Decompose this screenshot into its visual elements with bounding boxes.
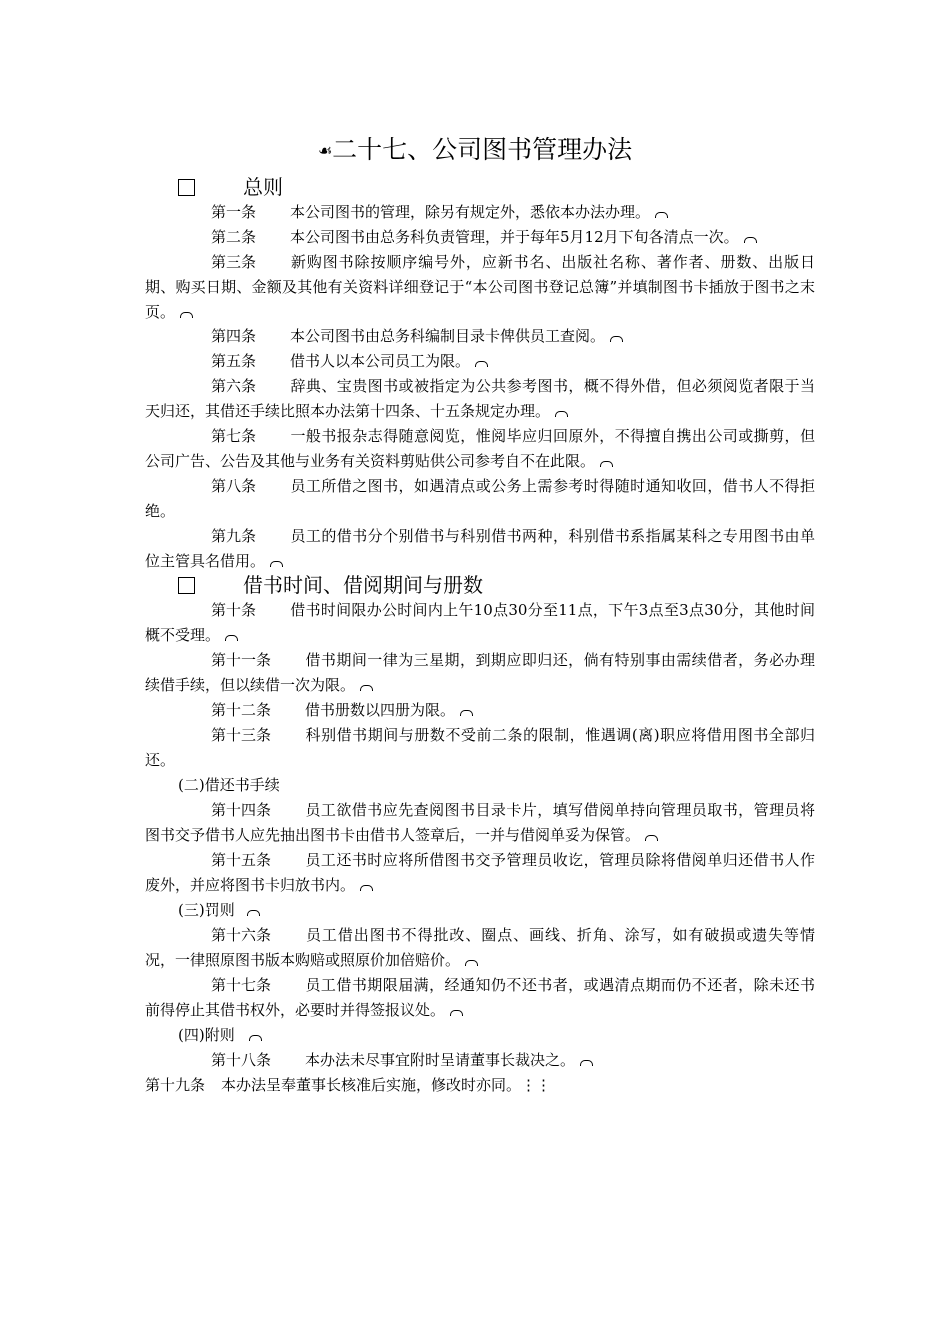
- title-ornament-icon: ☙: [317, 141, 333, 160]
- article-7: 第七条 一般书报杂志得随意阅览，惟阅毕应归回原外，不得擅自携出公司或撕剪，但公司广告、公告及其他与业务有关资料剪贴供公司参考自不在此限。: [145, 427, 815, 470]
- paragraph-mark-icon: [465, 960, 478, 966]
- page-title: [0, 134, 950, 167]
- article-13: 第十三条 科别借书期间与册数不受前二条的限制，惟遇调(离)职应将借用图书全部归还。: [145, 726, 815, 769]
- article-10: 第十条 借书时间限办公时间内上午10点30分至11点，下午3点至3点30分，其他时间概不受理。: [145, 601, 815, 644]
- paragraph-mark-icon: [249, 1035, 262, 1041]
- paragraph-mark-icon: [247, 910, 260, 916]
- paragraph-mark-icon: [555, 411, 568, 417]
- article-16: 第十六条 员工借出图书不得批改、圈点、画线、折角、涂写，如有破损或遗失等情况，一律照原图书版本购赔或照原价加倍赔价。: [145, 926, 815, 969]
- paragraph-mark-icon: [655, 212, 668, 218]
- section-heading-borrowing-time: 借书时间、借阅期间与册数: [178, 572, 483, 598]
- article-12: 第十二条 借书册数以四册为限。: [145, 698, 815, 723]
- article-3: 第三条 新购图书除按顺序编号外，应新书名、出版社名称、著作者、册数、出版日期、购买日期、金额及其他有关资料详细登记于“本公司图书登记总簿”并填制图书卡插放于图书之末页。: [145, 253, 815, 321]
- paragraph-mark-icon: [450, 1010, 463, 1016]
- paragraph-mark-icon: [360, 685, 373, 691]
- title-text: 二十七、公司图书管理办法: [332, 135, 633, 164]
- paragraph-mark-icon: [180, 312, 193, 318]
- article-15: 第十五条 员工还书时应将所借图书交予管理员收讫，管理员除将借阅单归还借书人作废外，并应将图书卡归放书内。: [145, 851, 815, 894]
- section-heading-general: 总则: [178, 174, 283, 200]
- paragraph-mark-icon: [360, 885, 373, 891]
- paragraph-mark-icon: [610, 336, 623, 342]
- paragraph-mark-icon: [270, 561, 283, 567]
- article-9: 第九条 员工的借书分个别借书与科别借书两种，科别借书系指属某科之专用图书由单位主管具名借用。: [145, 527, 815, 570]
- article-4: 第四条 本公司图书由总务科编制目录卡俾供员工查阅。: [145, 324, 815, 349]
- paragraph-mark-icon: [460, 710, 473, 716]
- section-heading-procedures: (二)借还书手续: [178, 776, 280, 794]
- paragraph-mark-icon: [475, 361, 488, 367]
- article-6: 第六条 辞典、宝贵图书或被指定为公共参考图书，概不得外借，但必须阅览者限于当天归还，其借还手续比照本办法第十四条、十五条规定办理。: [145, 377, 815, 420]
- article-11: 第十一条 借书期间一律为三星期，到期应即归还，倘有特别事由需续借者，务必办理续借手续，但以续借一次为限。: [145, 651, 815, 694]
- paragraph-mark-icon: [744, 237, 757, 243]
- article-5: 第五条 借书人以本公司员工为限。: [145, 349, 815, 374]
- section-heading-supplementary: (四)附则: [178, 1023, 262, 1048]
- article-2: 第二条 本公司图书由总务科负责管理，并于每年5月12月下旬各清点一次。: [145, 225, 815, 250]
- article-14: 第十四条 员工欲借书应先查阅图书目录卡片，填写借阅单持向管理员取书，管理员将图书交予借书人应先抽出图书卡由借书人签章后，一并与借阅单妥为保管。: [145, 801, 815, 844]
- article-18: 第十八条 本办法未尽事宜附时呈请董事长裁决之。: [145, 1048, 815, 1073]
- section-heading-penalties: (三)罚则: [178, 898, 260, 923]
- article-1: 第一条 本公司图书的管理，除另有规定外，悉依本办法办理。: [145, 200, 815, 225]
- paragraph-mark-icon: [600, 461, 613, 467]
- article-8: 第八条 员工所借之图书，如遇清点或公务上需参考时得随时通知收回，借书人不得拒绝。: [145, 477, 815, 520]
- checkbox-icon: [178, 179, 195, 196]
- paragraph-mark-icon: [645, 835, 658, 841]
- checkbox-icon: [178, 577, 195, 594]
- paragraph-mark-icon: [225, 635, 238, 641]
- paragraph-mark-icon: [580, 1060, 593, 1066]
- article-17: 第十七条 员工借书期限届满，经通知仍不还书者，或遇清点期而仍不还者，除未还书前得停止其借书权外，必要时并得签报议处。: [145, 976, 815, 1019]
- article-19: 第十九条 本办法呈奉董事长核准后实施，修改时亦同。⋮⋮: [145, 1076, 552, 1094]
